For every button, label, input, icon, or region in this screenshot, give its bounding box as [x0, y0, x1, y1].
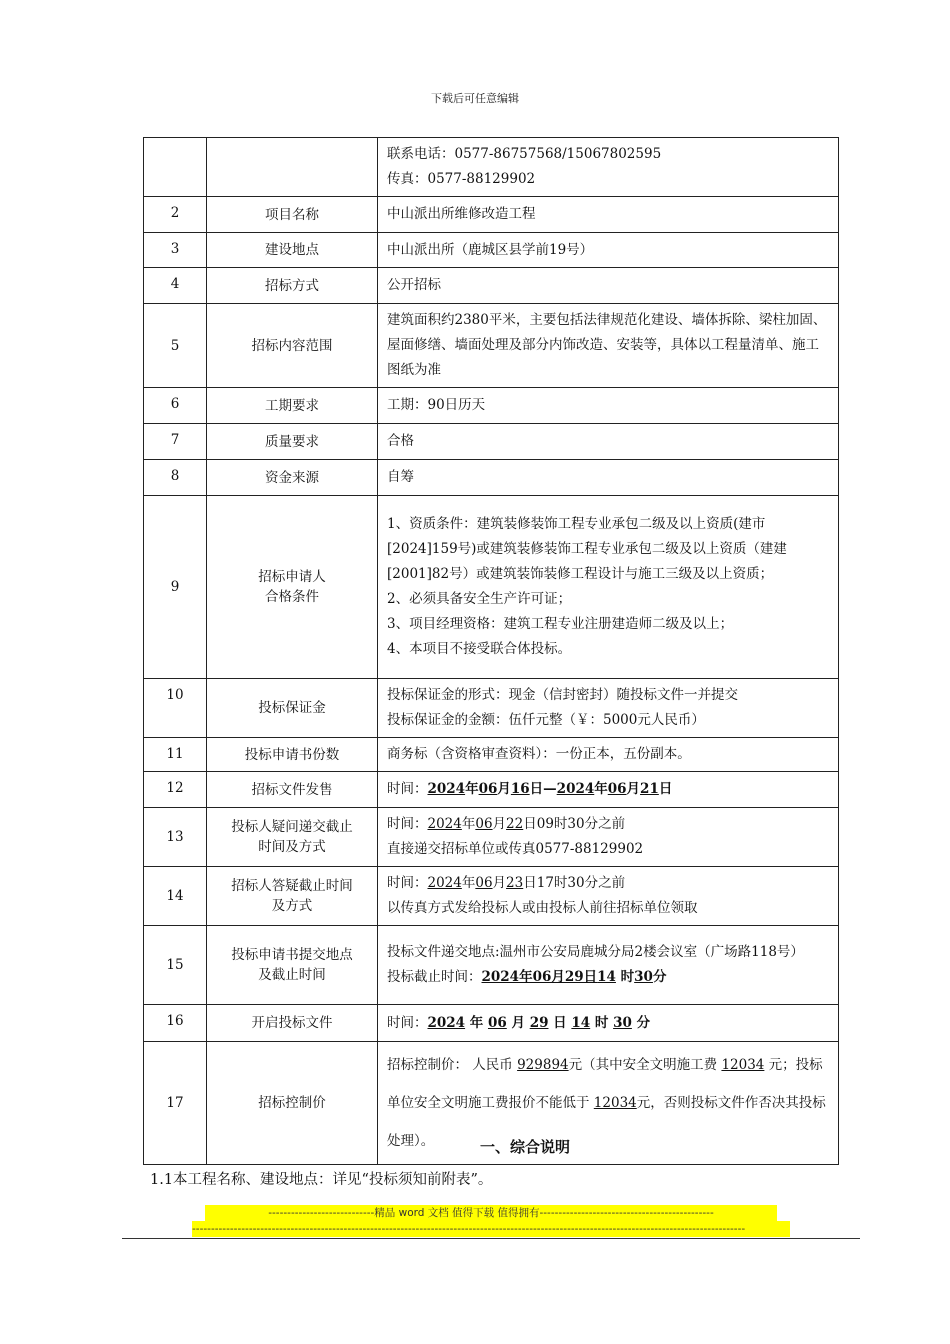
row-label: 招标内容范围: [207, 304, 378, 388]
opening-time: [378, 1005, 839, 1042]
submission-place: 投标文件递交地点:温州市公安局鹿城分局2楼会议室（广场路118号）: [387, 944, 804, 960]
text: 投标截止时间：: [387, 969, 482, 985]
row-label: 工期要求: [207, 388, 378, 424]
row-label: [207, 808, 378, 867]
row-number: 3: [144, 233, 207, 268]
row-value: 中山派出所（鹿城区县学前19号）: [378, 233, 839, 268]
row-number: 5: [144, 304, 207, 388]
row-number: 6: [144, 388, 207, 424]
deposit-amount: 投标保证金的金额：伍仟元整（￥：5000元人民币）: [387, 712, 705, 728]
row-value: [378, 926, 839, 1005]
row-label: [207, 496, 378, 679]
row-value: [378, 808, 839, 867]
month: 06: [475, 875, 493, 891]
month: 06: [478, 781, 498, 797]
text: 日: [548, 1014, 572, 1031]
row-label-line: 时间及方式: [258, 839, 326, 855]
text: 时间：: [387, 781, 428, 797]
month: 06: [487, 1014, 507, 1031]
row-number: 17: [144, 1042, 207, 1165]
text: 月: [626, 781, 641, 797]
table-row: [144, 496, 839, 679]
table-row: [144, 460, 839, 496]
row-number: 12: [144, 772, 207, 808]
row-value: [378, 679, 839, 738]
row-label: 资金来源: [207, 460, 378, 496]
month: 06: [607, 781, 627, 797]
year: 2024: [427, 781, 466, 797]
row-label-line: 投标人疑问递交截止: [231, 819, 353, 835]
text: 时间：: [387, 816, 428, 832]
text: 日—: [529, 781, 557, 797]
row-number: 7: [144, 424, 207, 460]
text: 日17时30分之前: [523, 875, 626, 891]
day: 16: [510, 781, 530, 797]
row-value: 自筹: [378, 460, 839, 496]
row-number: 16: [144, 1005, 207, 1042]
year: 2024: [427, 816, 462, 832]
row-label: 招标方式: [207, 268, 378, 304]
row-value: [378, 496, 839, 679]
text: 日09时30分之前: [523, 816, 626, 832]
row-name-cell: [207, 138, 378, 197]
contact-phone: 联系电话：0577-86757568/15067802595: [387, 146, 662, 162]
table-row: [144, 738, 839, 772]
section-title: 一、综合说明: [479, 1138, 570, 1156]
row-label-line: 及截止时间: [258, 967, 326, 983]
submission-deadline: [387, 965, 830, 990]
footer-banner: ----------------------------精品 word 文档 值得下载 值得拥有----------------------------------------------: [205, 1205, 777, 1221]
row-label: [207, 867, 378, 926]
table-row: [144, 304, 839, 388]
text: 元，否则投标文件作否决其投标处理）。: [387, 1095, 826, 1149]
safety-fee: 12034: [721, 1057, 765, 1073]
row-number-cell: [144, 138, 207, 197]
text: 时间：: [387, 1014, 428, 1031]
row-value: 商务标（含资格审查资料）：一份正本，五份副本。: [378, 738, 839, 772]
footer-dashes: --------------------------------------------------------------------------------------------------------------------------------------------------: [192, 1221, 790, 1237]
table-row: [144, 138, 839, 197]
contact-fax: 传真：0577-88129902: [387, 171, 536, 187]
year: 2024: [427, 1014, 466, 1031]
text: 月: [497, 781, 511, 797]
qualification-item: 1、资质条件：建筑装修装饰工程专业承包二级及以上资质(建市[2024]159号)或建筑装修装饰工程专业承包二级及以上资质（建建[2001]82号）或建筑装饰装修工程设计与施工三级及以上资质；: [387, 516, 787, 582]
text: 分: [652, 969, 667, 985]
row-value: [378, 867, 839, 926]
table-row: [144, 867, 839, 926]
row-label: 投标保证金: [207, 679, 378, 738]
row-value: 公开招标: [378, 268, 839, 304]
method-line: 直接递交招标单位或传真0577-88129902: [387, 841, 644, 857]
text: 月: [506, 1014, 530, 1031]
row-value: 合格: [378, 424, 839, 460]
year: 2024: [427, 875, 462, 891]
bid-info-table: [143, 137, 839, 1165]
method-line: 以传真方式发给投标人或由投标人前往招标单位领取: [387, 900, 698, 916]
row-label: 建设地点: [207, 233, 378, 268]
table-row: [144, 926, 839, 1005]
text: 时间：: [387, 875, 428, 891]
day: 29: [529, 1014, 549, 1031]
row-number: 13: [144, 808, 207, 867]
text: 年: [461, 875, 476, 891]
qualification-item: 4、本项目不接受联合体投标。: [387, 641, 572, 657]
row-number: 11: [144, 738, 207, 772]
deposit-form: 投标保证金的形式：现金（信封密封）随投标文件一并提交: [387, 687, 738, 703]
row-label: 招标文件发售: [207, 772, 378, 808]
page-header: 下载后可任意编辑: [431, 92, 519, 105]
year: 2024: [556, 781, 595, 797]
table-row: [144, 1005, 839, 1042]
table-row: [144, 772, 839, 808]
text: 时: [615, 969, 635, 985]
table-row: [144, 233, 839, 268]
text: 年: [594, 781, 608, 797]
row-label-line: 招标申请人: [258, 569, 326, 585]
row-value: 中山派出所维修改造工程: [378, 197, 839, 233]
row-label: 开启投标文件: [207, 1005, 378, 1042]
row-label: 项目名称: [207, 197, 378, 233]
table-row: [144, 679, 839, 738]
table-row: [144, 197, 839, 233]
row-number: 10: [144, 679, 207, 738]
text: 分: [631, 1014, 651, 1031]
row-value: 建筑面积约2380平米，主要包括法律规范化建设、墙体拆除、梁柱加固、屋面修缮、墙面处理及部分内饰改造、安装等，具体以工程量清单、施工图纸为准: [378, 304, 839, 388]
text: 月: [492, 875, 507, 891]
text: 年: [461, 816, 476, 832]
deadline-line: [387, 812, 830, 837]
day: 22: [506, 816, 524, 832]
row-number: 15: [144, 926, 207, 1005]
row-label: [207, 926, 378, 1005]
text: 月: [492, 816, 507, 832]
date: 2024年06月29日: [481, 969, 598, 985]
table-row: [144, 268, 839, 304]
qualification-item: 3、项目经理资格：建筑工程专业注册建造师二级及以上；: [387, 616, 734, 632]
table-row: [144, 388, 839, 424]
text: 招标控制价： 人民币: [387, 1057, 518, 1073]
row-number: 14: [144, 867, 207, 926]
table-row: [144, 808, 839, 867]
paragraph: 1.1本工程名称、建设地点：详见“投标须知前附表”。: [150, 1172, 493, 1188]
qualification-item: 2、必须具备安全生产许可证；: [387, 591, 572, 607]
row-label-line: 招标人答疑截止时间: [231, 878, 353, 894]
row-label-line: 合格条件: [265, 589, 319, 605]
safety-fee-min: 12034: [593, 1095, 637, 1111]
row-number: 2: [144, 197, 207, 233]
text: 元（其中安全文明施工费: [568, 1057, 722, 1073]
row-label-line: 投标申请书提交地点: [231, 947, 353, 963]
text: 时: [590, 1014, 614, 1031]
text: 年: [465, 1014, 488, 1031]
day: 23: [506, 875, 524, 891]
month: 06: [475, 816, 493, 832]
text: 日: [658, 781, 673, 797]
hour: 14: [571, 1014, 591, 1031]
table-row: [144, 424, 839, 460]
day: 21: [640, 781, 659, 797]
row-label-line: 及方式: [271, 898, 313, 914]
row-number: 9: [144, 496, 207, 679]
row-label: 投标申请书份数: [207, 738, 378, 772]
text: 元；投标单位安全文明施工费报价不能低于: [387, 1057, 823, 1111]
row-number: 8: [144, 460, 207, 496]
contact-cell: [378, 138, 839, 197]
sale-period: [378, 772, 839, 808]
text: 年: [465, 781, 479, 797]
deadline-line: [387, 871, 830, 896]
row-label: 质量要求: [207, 424, 378, 460]
footer-rule: [122, 1238, 860, 1239]
minute: 30: [613, 1014, 632, 1031]
row-label: 招标控制价: [207, 1042, 378, 1165]
row-value: 工期：90日历天: [378, 388, 839, 424]
hour: 14: [597, 969, 616, 985]
minute: 30: [634, 969, 653, 985]
row-number: 4: [144, 268, 207, 304]
price-amount: 929894: [517, 1057, 569, 1073]
